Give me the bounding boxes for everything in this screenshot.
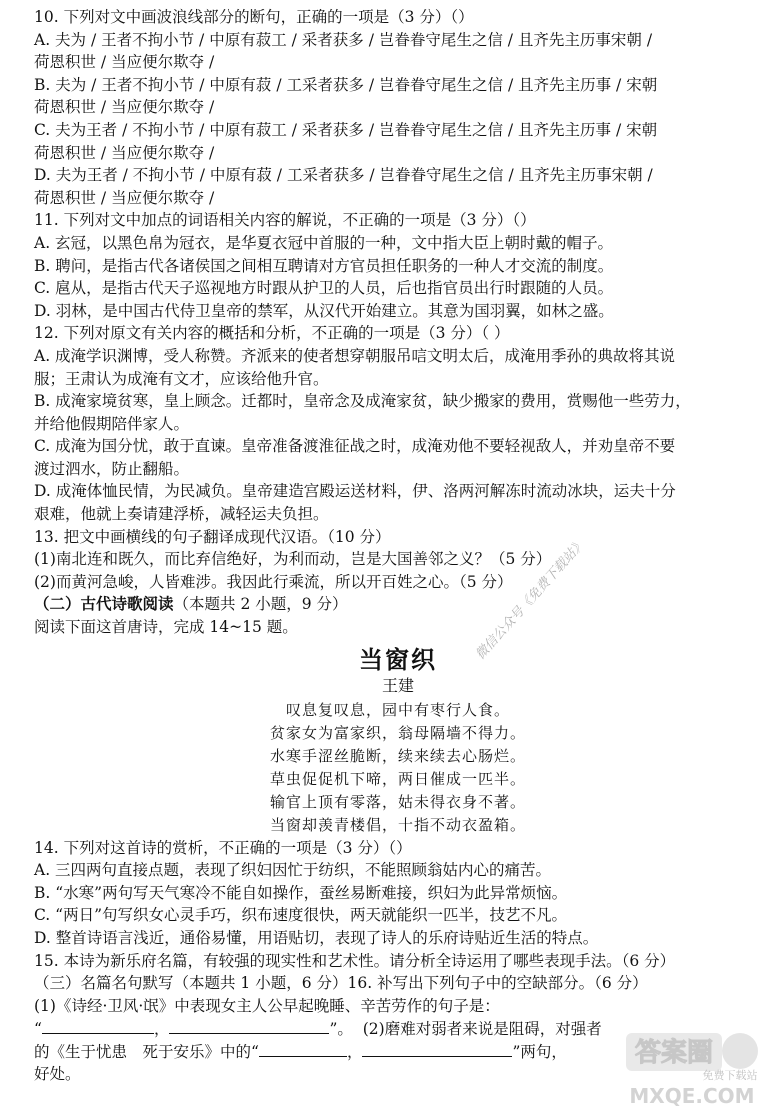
q11-stem: 11. 下列对文中加点的词语相关内容的解说，不正确的一项是（3 分）（）: [34, 211, 536, 230]
q12-option-c-line1: C. 成淹为国分忧，敢于直谏。皇帝准备渡淮征战之时，成淹劝他不要轻视敌人，并劝皇帝不要: [34, 437, 676, 456]
logo-text: 答案圈: [634, 1038, 714, 1068]
q12-option-d-line1: D. 成淹体恤民情，为民减负。皇帝建造宫殿运送材料，伊、洛两河解冻时流动冰块，运夫十分: [34, 482, 676, 501]
site-domain: MXQE.COM: [629, 1084, 755, 1108]
close-quote: ”。: [329, 1020, 353, 1039]
q10-option-b-line1: B. 夫为 / 王者不拘小节 / 中原有菽 / 工采者获多 / 岂眷眷守尾生之信 / 且齐先主历事 / 宋朝: [34, 75, 658, 94]
q10-option-b-line2: 荷恩积世 / 当应便尔欺夺 /: [34, 98, 215, 117]
section2-instruction: 阅读下面这首唐诗，完成 14~15 题。: [34, 618, 298, 637]
q11-option-d: D. 羽林，是中国古代侍卫皇帝的禁军，从汉代开始建立。其意为国羽翼，如林之盛。: [34, 301, 614, 320]
q11-option-b: B. 聘问，是指古代各诸侯国之间相互聘请对方官员担任职务的一种人才交流的制度。: [34, 256, 614, 275]
poem-line: 草虫促促机下啼，两日催成一匹半。: [269, 769, 526, 788]
q10-option-d-line1: D. 夫为王者 / 不拘小节 / 中原有菽 / 工采者获多 / 岂眷眷守尾生之信 / 且齐先主历事宋朝 /: [34, 166, 653, 185]
q13-stem: 13. 把文中画横线的句子翻译成现代汉语。（10 分）: [34, 527, 391, 546]
q13-item-1: (1)南北连和既久，而比弃信绝好，为利而动，岂是大国善邻之义？（5 分）: [34, 550, 552, 569]
q12-option-a-line1: A. 成淹学识渊博，受人称赞。齐派来的使者想穿朝服吊唁文明太后，成淹用季孙的典故将其说: [34, 346, 676, 365]
q14-option-a: A. 三四两句直接点题，表现了织妇因忙于纺织，不能照顾翁姑内心的痛苦。: [34, 861, 552, 880]
q12-option-b-line1: B. 成淹家境贫寒，皇上顾念。迁都时，皇帝念及成淹家贫，缺少搬家的费用，赏赐他一些劳力，: [34, 392, 691, 411]
section3-heading: （三）名篇名句默写（本题共 1 小题，6 分）16. 补写出下列句子中的空缺部分。（6 分）: [34, 974, 648, 993]
poem-author: 王建: [381, 675, 414, 695]
poem-line: 输官上顶有零落，姑未得衣身不著。: [269, 792, 526, 811]
poem-title: 当窗织: [359, 644, 437, 674]
comma: ，: [153, 1020, 170, 1039]
logo-subtitle: 免费下载站: [702, 1069, 758, 1082]
fill-blank[interactable]: [362, 1040, 512, 1057]
site-logo-watermark: [622, 1029, 772, 1109]
q14-option-d: D. 整首诗语言浅近，通俗易懂，用语贴切，表现了诗人的乐府诗贴近生活的特点。: [34, 929, 599, 947]
q16-item-2-end: 好处。: [34, 1064, 81, 1083]
fill-blank[interactable]: [259, 1040, 347, 1057]
q11-option-c: C. 扈从，是指古代天子巡视地方时跟从护卫的人员，后也指官员出行时跟随的人员。: [34, 279, 614, 298]
section2-heading: （二）古代诗歌阅读: [34, 594, 174, 614]
poem-header: [34, 645, 762, 697]
q14-option-c: C. “两日”句写织女心灵手巧，织布速度很快，两天就能织一匹半，技艺不凡。: [34, 906, 568, 925]
q16-item-2: (2)磨难对弱者来说是阻碍，对强者: [362, 1020, 602, 1039]
poem-line: 叹息复叹息，园中有枣行人食。: [285, 700, 510, 719]
q12-option-b-line2: 并给他假期陪伴家人。: [34, 414, 190, 433]
q15-text: 15. 本诗为新乐府名篇，有较强的现实性和艺术性。请分析全诗运用了哪些表现手法。（6 分）: [34, 951, 676, 970]
q10-option-c-line2: 荷恩积世 / 当应便尔欺夺 /: [34, 143, 215, 162]
q10-option-a-line2: 荷恩积世 / 当应便尔欺夺 /: [34, 53, 215, 72]
q14-stem: 14. 下列对这首诗的赏析，不正确的一项是（3 分）（）: [34, 838, 412, 857]
q16-item-2-tail: ”两句，: [512, 1042, 567, 1061]
exam-page: [34, 6, 762, 1085]
q16-item-1: (1)《诗经·卫风·氓》中表现女主人公早起晚睡、辛苦劳作的句子是：: [34, 996, 500, 1015]
poem-line: 当窗却羡青楼倡，十指不动衣盈箱。: [269, 815, 526, 834]
section2-note: （本题共 2 小题，9 分）: [173, 595, 348, 614]
q12-stem: 12. 下列对原文有关内容的概括和分析，不正确的一项是（3 分）（ ）: [34, 324, 510, 343]
comma: ，: [346, 1042, 363, 1061]
q10-option-a-line1: A. 夫为 / 王者不拘小节 / 中原有菽工 / 采者获多 / 岂眷眷守尾生之信 / 且齐先主历事宋朝 /: [34, 30, 653, 49]
q12-option-c-line2: 渡过泗水，防止翻船。: [34, 459, 190, 478]
poem-body: [34, 699, 762, 837]
q14-option-b: B. “水寒”两句写天气寒冷不能自如操作，蚕丝易断难接，织妇为此异常烦恼。: [34, 883, 568, 902]
q12-option-a-line2: 服；王肃认为成淹有文才，应该给他升官。: [34, 369, 329, 388]
section2-heading-line: [34, 593, 762, 616]
q12-option-d-line2: 艰难，他就上奏请建浮桥，减轻运夫负担。: [34, 505, 329, 524]
q10-option-d-line2: 荷恩积世 / 当应便尔欺夺 /: [34, 188, 215, 207]
logo-circle-icon: [722, 1033, 758, 1069]
q11-option-a: A. 玄冠，以黑色帛为冠衣，是华夏衣冠中首服的一种，文中指大臣上朝时戴的帽子。: [34, 233, 614, 252]
side-watermark: 微信公众号《免费下载站》: [472, 536, 589, 663]
q10-option-c-line1: C. 夫为王者 / 不拘小节 / 中原有菽工 / 采者获多 / 岂眷眷守尾生之信 / 且齐先主历事 / 宋朝: [34, 120, 658, 139]
fill-blank[interactable]: [42, 1017, 154, 1034]
q13-item-2: (2)而黄河急峻，人皆难涉。我因此行乘流，所以开百姓之心。（5 分）: [34, 572, 513, 591]
poem-line: 水寒手涩丝脆断，续来续去心肠烂。: [269, 746, 526, 765]
open-quote: “: [34, 1020, 42, 1039]
fill-blank[interactable]: [169, 1017, 329, 1034]
poem-line: 贫家女为富家织，翁母隔墙不得力。: [269, 723, 526, 742]
q10-stem: 10. 下列对文中画波浪线部分的断句，正确的一项是（3 分）（）: [34, 8, 474, 26]
q16-item-2-cont: 的《生于忧患 死于安乐》中的“: [34, 1042, 259, 1061]
